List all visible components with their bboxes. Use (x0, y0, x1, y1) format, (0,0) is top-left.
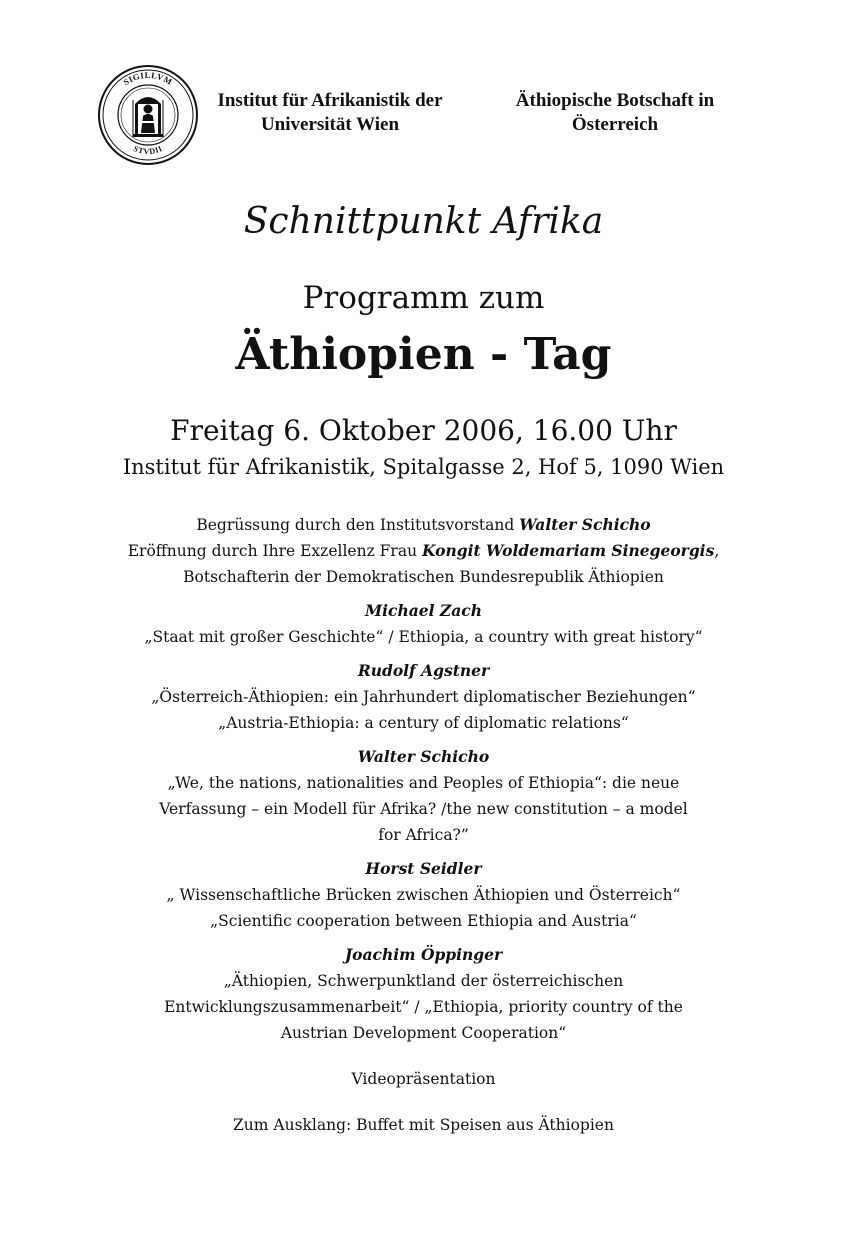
talk-title-line: „Scientific cooperation between Ethiopia and Austria“ (210, 912, 637, 930)
institute-name-line: Institut für Afrikanistik der (217, 90, 443, 111)
ambassador-name: Kongit Woldemariam Sinegeorgis (422, 541, 715, 560)
event-date: Freitag 6. Oktober 2006, 16.00 Uhr (170, 414, 677, 447)
talk-title-line: for Africa?” (378, 826, 469, 844)
opening-text: Eröffnung durch Ihre Exzellenz Frau (127, 542, 422, 560)
talk-title-line: „Österreich-Äthiopien: ein Jahrhundert diplomatischer Beziehungen“ (151, 688, 696, 706)
embassy-name (490, 89, 740, 137)
seal-bottom-text: STVDII (132, 144, 164, 157)
talk-title-line: „Staat mit großer Geschichte“ / Ethiopia, a country with great history“ (144, 628, 703, 646)
talk-title-line: „Austria-Ethiopia: a century of diplomatic relations“ (218, 714, 629, 732)
embassy-name-line: Österreich (571, 114, 659, 135)
talk-speaker: Walter Schicho (357, 747, 490, 766)
video-presentation: Videopräsentation (351, 1070, 496, 1088)
talk-speaker: Rudolf Agstner (357, 661, 490, 680)
program-heading: Programm zum (302, 280, 545, 316)
seal-top-text: SIGILLVM (121, 69, 175, 87)
series-title: Schnittpunkt Afrika (243, 201, 604, 242)
program-schedule (60, 512, 787, 1138)
institute-name-line: Universität Wien (260, 114, 400, 135)
event-address: Institut für Afrikanistik, Spitalgasse 2, Hof 5, 1090 Wien (122, 455, 725, 479)
university-seal-icon (97, 64, 199, 166)
opening-line (60, 538, 787, 564)
talk-speaker: Michael Zach (364, 601, 482, 620)
welcome-speaker: Walter Schicho (519, 515, 651, 534)
talk-speaker: Horst Seidler (365, 859, 482, 878)
opening-suffix: , (714, 542, 720, 560)
svg-text:STVDII (132, 144, 164, 156)
closing-buffet: Zum Ausklang: Buffet mit Speisen aus Äthiopien (233, 1116, 614, 1134)
talk-title-line: Entwicklungszusammenarbeit“ / „Ethiopia, priority country of the (164, 998, 683, 1016)
embassy-name-line: Äthiopische Botschaft in (515, 90, 715, 111)
ambassador-title: Botschafterin der Demokratischen Bundesrepublik Äthiopien (183, 568, 664, 586)
talk-title-line: Verfassung – ein Modell für Afrika? /the new constitution – a model (159, 800, 688, 818)
institute-name (200, 89, 460, 137)
talk-title-line: „Äthiopien, Schwerpunktland der österreichischen (223, 972, 624, 990)
welcome-text: Begrüssung durch den Institutsvorstand (196, 516, 520, 534)
talk-title-line: „We, the nations, nationalities and Peoples of Ethiopia“: die neue (167, 774, 680, 792)
talk-title-line: „ Wissenschaftliche Brücken zwischen Äthiopien und Österreich“ (166, 886, 681, 904)
talk-title-line: Austrian Development Cooperation“ (280, 1024, 567, 1042)
event-title: Äthiopien - Tag (235, 329, 612, 380)
welcome-line (60, 512, 787, 538)
talk-speaker: Joachim Öppinger (344, 945, 503, 964)
